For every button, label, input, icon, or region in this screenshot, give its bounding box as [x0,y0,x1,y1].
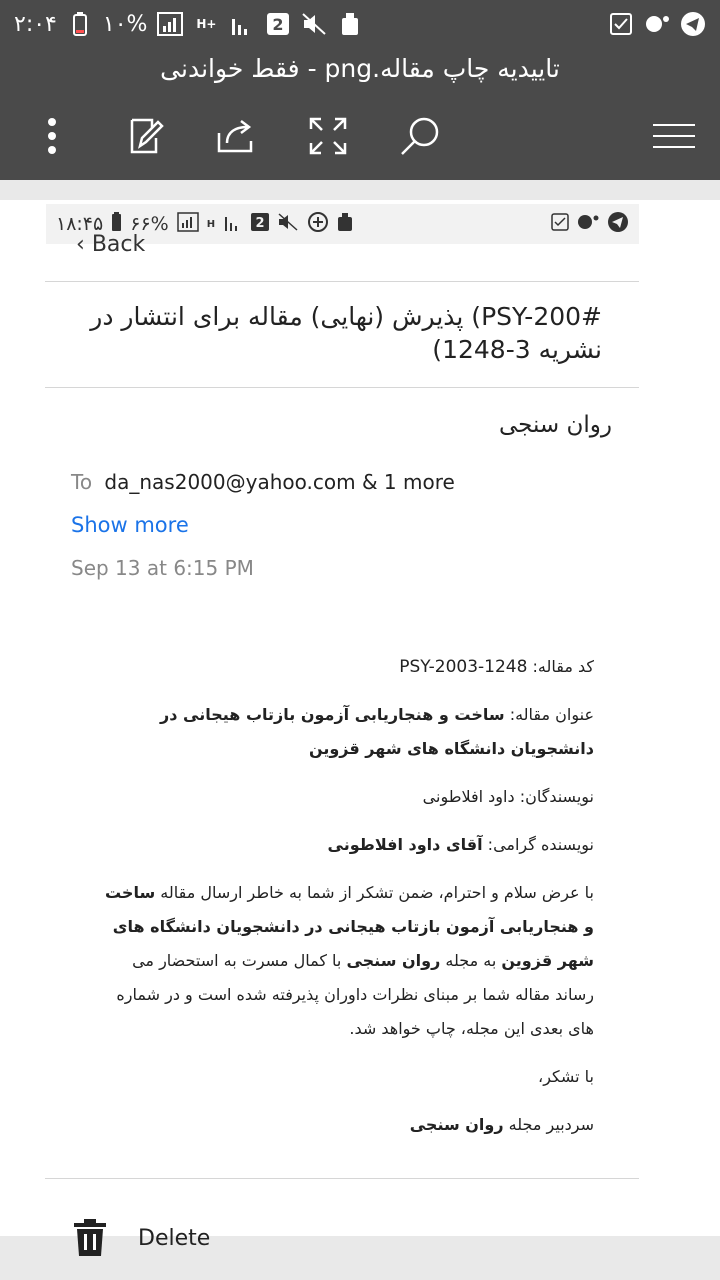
signature-line [90,1108,594,1142]
status-right [608,11,706,37]
salutation-line [90,828,594,862]
svg-text:2: 2 [255,215,265,231]
inner-mute-icon [277,212,299,237]
title-label: عنوان مقاله: [509,705,594,724]
menu-button[interactable] [646,108,702,164]
svg-text:2: 2 [272,15,284,34]
divider [45,1178,639,1179]
para-text-3: با کمال مسرت به استحضار می رساند مقاله شما بر مبنای نظرات داوران پذیرفته شده است و در شماره های بعدی این مجله، چاپ خواهد شد. [116,951,594,1038]
code-label: کد مقاله: [532,657,594,676]
to-label: To [71,470,93,494]
salutation-value: آقای داود افلاطونی [327,835,483,854]
authors-value: داود افلاطونی [422,787,515,806]
chevron-left-icon: ‹ [76,232,85,257]
divider [45,281,639,282]
inner-cleaner-icon [337,212,353,237]
divider [45,387,639,388]
authors-line [90,780,594,814]
back-label: Back [91,232,146,257]
hamburger-menu-icon [653,123,695,149]
cleaner-icon [337,11,363,37]
inner-telegram-icon [607,211,629,238]
para-text-2: به مجله [445,951,497,970]
title-value: ساخت و هنجاریابی آزمون بازتاب هیجانی در دانشجویان دانشگاه های شهر قزوین [160,705,594,758]
fullscreen-icon [309,117,347,155]
status-bar [0,0,720,48]
trash-icon [72,1219,108,1257]
email-subject: PSY-200#) پذیرش (نهایی) مقاله برای انتشار در نشریه 3-1248) [90,302,602,364]
inner-chat-icon [577,213,599,236]
search-icon [398,114,442,158]
recipients [71,470,455,494]
signal-bars-icon [229,11,255,37]
search-button[interactable] [392,108,448,164]
inner-data-icon: H [206,218,216,230]
back-link[interactable] [76,232,145,257]
delete-button[interactable] [72,1214,210,1262]
signature-value: روان سنجی [409,1115,504,1134]
inner-signal-icon [177,212,199,237]
sim-2-icon [265,11,291,37]
salutation-label: نویسنده گرامی: [487,835,594,854]
file-title: تاییدیه چاپ مقاله.png - فقط خواندنی [160,54,560,83]
status-time: ۲:۰۴ [14,11,57,37]
data-hplus-icon: H+ [196,17,217,31]
thanks-line: با تشکر، [538,1067,594,1086]
inner-sim-2-icon [251,213,269,236]
screenshot-image [0,200,720,1251]
show-more-link[interactable]: Show more [71,513,189,537]
fullscreen-button[interactable] [300,108,356,164]
para-bold-1: ساخت و هنجاریابی آزمون بازتاب هیجانی در دانشجویان دانشگاه های شهر قزوین [104,883,594,970]
authors-label: نویسندگان: [519,787,594,806]
para-text-1: با عرض سلام و احترام، ضمن تشکر از شما به خاطر ارسال مقاله [160,883,594,902]
title-line [90,698,594,766]
edit-icon [126,116,166,156]
inner-add-circle-icon [307,211,329,238]
inner-status-right [551,211,629,238]
inner-checkbox-icon [551,213,569,236]
mute-icon [301,11,327,37]
code-line [90,650,594,684]
checkbox-notification-icon [608,11,634,37]
status-left [14,11,363,37]
signal-icon [157,11,183,37]
telegram-icon [680,11,706,37]
share-icon [215,117,257,155]
inner-status-time: ۱۸:۴۵ [56,213,104,235]
para-bold-2: روان سنجی [346,951,441,970]
overflow-menu-button[interactable] [24,108,80,164]
share-button[interactable] [208,108,264,164]
image-viewer [0,180,720,1280]
chat-bubble-icon [644,11,670,37]
to-value: da_nas2000@yahoo.com & 1 more [104,470,455,494]
more-vert-icon [46,118,58,154]
sender-name: روان سنجی [498,412,612,438]
main-paragraph [90,876,594,1046]
battery-icon [67,11,93,37]
email-date: Sep 13 at 6:15 PM [71,556,254,580]
email-body [90,650,594,1156]
battery-percent: ۱۰% [102,11,148,37]
app-bar [0,48,720,180]
edit-button[interactable] [118,108,174,164]
inner-battery-percent: ۶۶% [130,213,169,235]
viewer-bottom [0,1256,720,1280]
delete-label: Delete [138,1225,211,1251]
code-value: PSY-2003-1248 [399,657,528,677]
inner-signal-bars-icon [223,213,243,236]
signature-label: سردبیر مجله [508,1115,594,1134]
